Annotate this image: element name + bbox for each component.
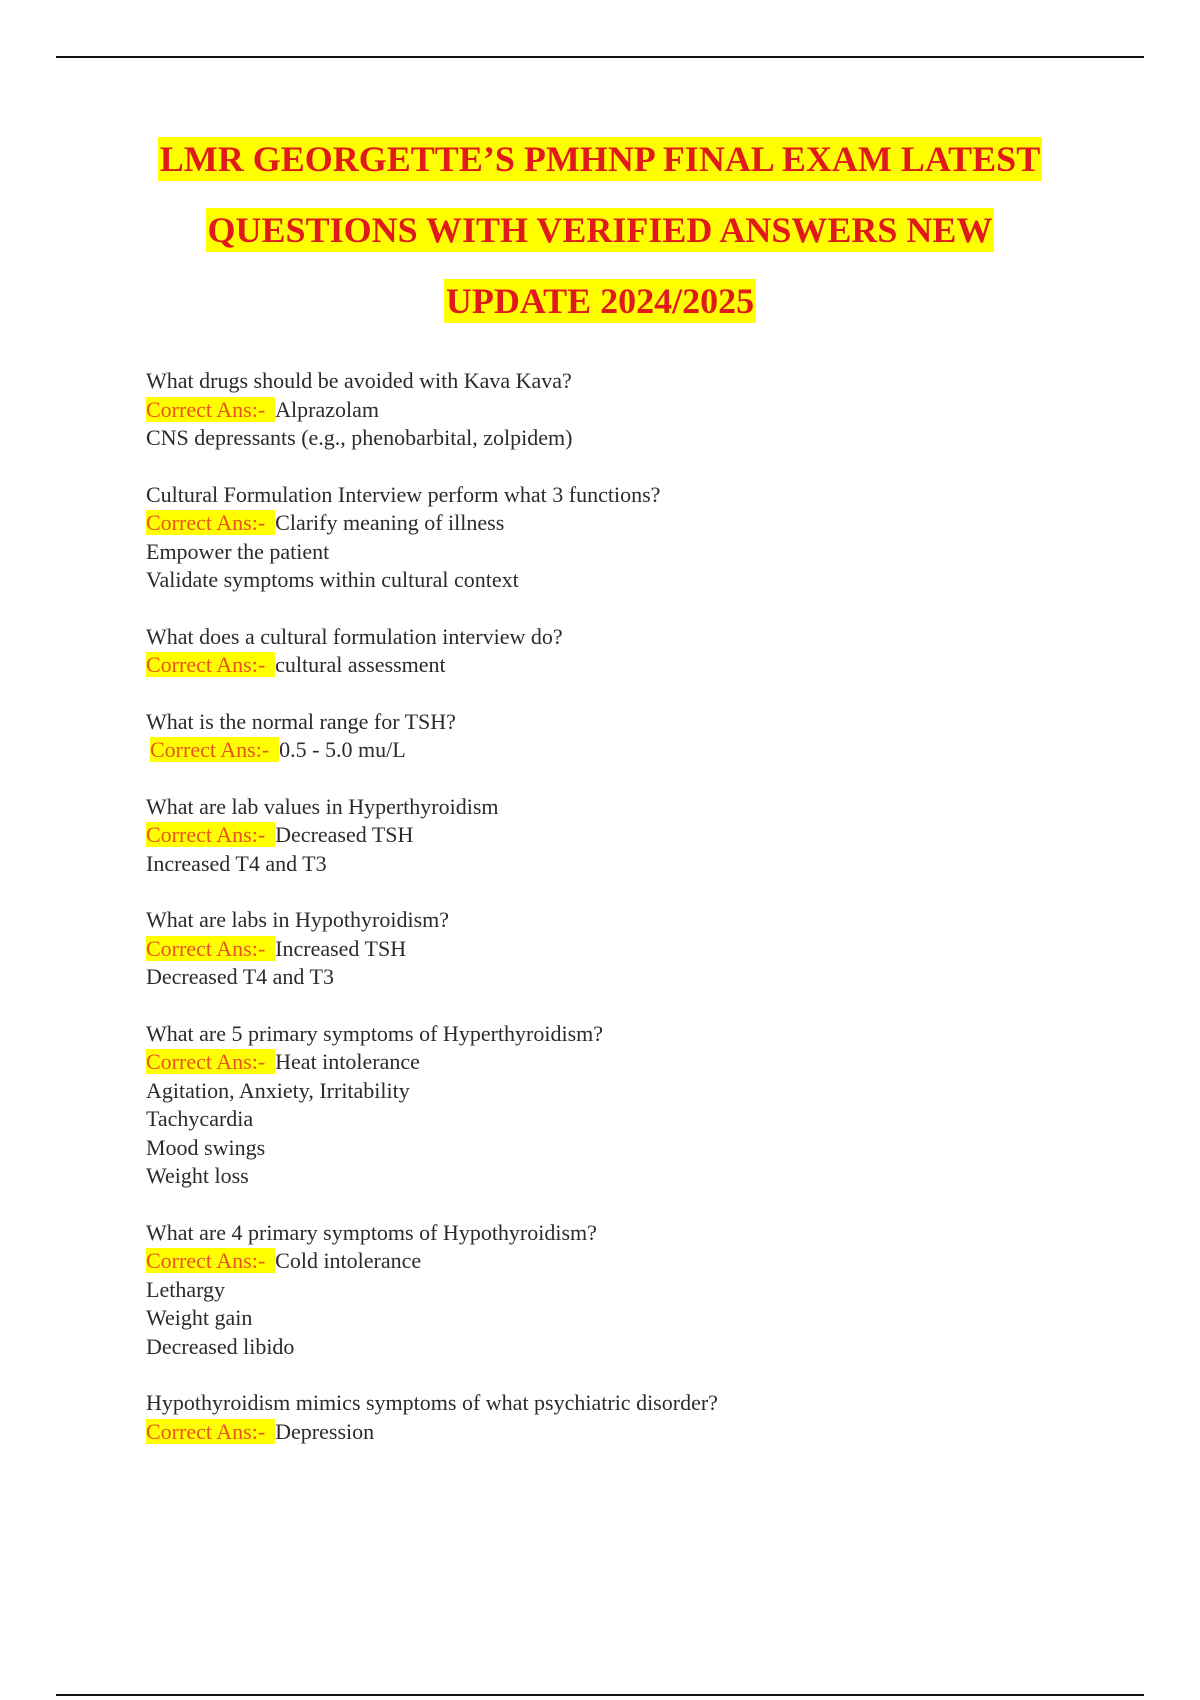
answer-detail: CNS depressants (e.g., phenobarbital, zolpidem)	[146, 425, 573, 450]
question: What are labs in Hypothyroidism?	[146, 907, 450, 932]
question: What are 4 primary symptoms of Hypothyroidism?	[146, 1219, 597, 1245]
answer-detail: Tachycardia	[146, 1106, 254, 1131]
answer-label: Correct Ans:-	[146, 510, 275, 535]
answer: cultural assessment	[275, 652, 446, 677]
answer-label: Correct Ans:-	[150, 737, 279, 762]
answer-line	[146, 1247, 1146, 1276]
question: What drugs should be avoided with Kava Kava?	[146, 368, 572, 393]
qa-item	[146, 623, 1146, 680]
answer-label: Correct Ans:-	[146, 397, 275, 422]
top-divider	[56, 56, 1144, 58]
question: Cultural Formulation Interview perform what 3 functions?	[146, 481, 661, 507]
bottom-divider	[56, 1694, 1144, 1696]
answer-label: Correct Ans:-	[146, 1419, 275, 1444]
qa-item	[146, 1020, 1146, 1191]
question: Hypothyroidism mimics symptoms of what psychiatric disorder?	[146, 1390, 718, 1415]
answer-detail: Mood swings	[146, 1134, 266, 1160]
document-title	[0, 140, 1200, 353]
answer-detail: Weight loss	[146, 1163, 249, 1188]
qa-item	[146, 367, 1146, 453]
answer-line	[146, 396, 1146, 425]
answer-label: Correct Ans:-	[146, 1049, 275, 1074]
answer-detail: Decreased T4 and T3	[146, 964, 334, 989]
qa-item	[146, 481, 1146, 595]
answer-label: Correct Ans:-	[146, 936, 275, 961]
answer-detail: Increased T4 and T3	[146, 850, 327, 876]
answer-detail: Lethargy	[146, 1276, 226, 1302]
answer-line	[146, 736, 1146, 765]
answer: Cold intolerance	[275, 1248, 422, 1273]
answer: Clarify meaning of illness	[275, 510, 505, 535]
question: What are 5 primary symptoms of Hyperthyroidism?	[146, 1020, 604, 1046]
title-line: UPDATE 2024/2025	[445, 281, 755, 321]
answer-detail: Agitation, Anxiety, Irritability	[146, 1077, 410, 1103]
answer-detail: Weight gain	[146, 1305, 253, 1330]
answer-line	[146, 821, 1146, 850]
qa-item	[146, 793, 1146, 879]
answer-detail: Empower the patient	[146, 538, 330, 564]
answer-label: Correct Ans:-	[146, 1248, 275, 1273]
qa-item	[146, 1389, 1146, 1446]
answer-line	[146, 651, 1146, 680]
answer: 0.5 - 5.0 mu/L	[279, 737, 406, 762]
title-line: QUESTIONS WITH VERIFIED ANSWERS NEW	[207, 210, 993, 250]
answer-detail: Validate symptoms within cultural context	[146, 567, 519, 592]
answer: Decreased TSH	[275, 822, 414, 847]
answer-label: Correct Ans:-	[146, 822, 275, 847]
answer: Alprazolam	[275, 396, 380, 422]
answer-label: Correct Ans:-	[146, 652, 275, 677]
answer-line	[146, 935, 1146, 964]
answer-detail: Decreased libido	[146, 1333, 295, 1359]
question: What is the normal range for TSH?	[146, 708, 456, 734]
answer-line	[146, 509, 1146, 538]
answer: Heat intolerance	[275, 1049, 420, 1074]
question: What does a cultural formulation interview do?	[146, 623, 563, 649]
answer: Depression	[275, 1418, 375, 1444]
qa-list	[146, 367, 1146, 1474]
answer-line	[146, 1048, 1146, 1077]
answer: Increased TSH	[275, 935, 407, 961]
qa-item	[146, 708, 1146, 765]
title-line: LMR GEORGETTE’S PMHNP FINAL EXAM LATEST	[159, 139, 1041, 179]
qa-item	[146, 906, 1146, 992]
question: What are lab values in Hyperthyroidism	[146, 793, 499, 819]
answer-line	[146, 1418, 1146, 1447]
qa-item	[146, 1219, 1146, 1362]
